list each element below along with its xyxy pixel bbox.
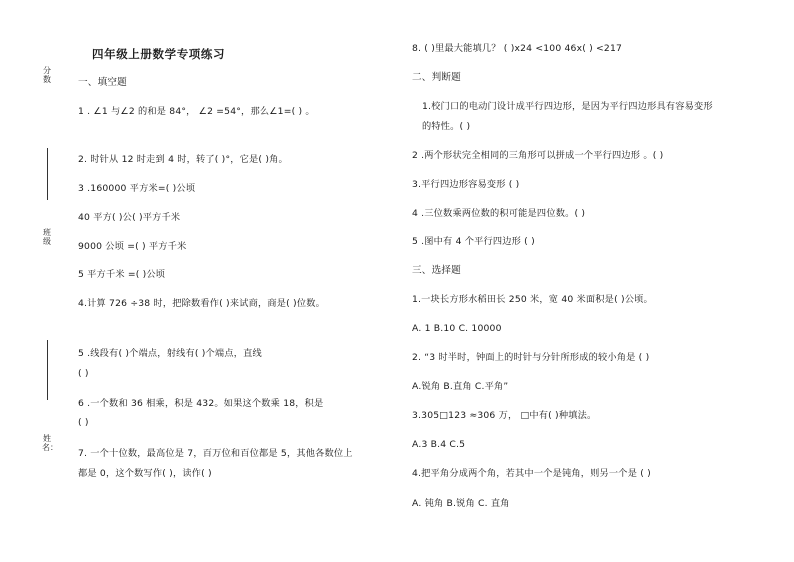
choice-3: 3.305□123 ≈306 万， □中有( )种填法。 <box>412 410 597 421</box>
choice-1: 1.一块长方形水稻田长 250 米，宽 40 米面积是( )公顷。 <box>412 294 653 305</box>
choice-2: 2. “3 时半时，钟面上的时针与分针所形成的较小角是 ( ) <box>412 352 650 363</box>
choice-3-options: A.3 B.4 C.5 <box>412 439 466 450</box>
choice-4-options: A. 钝角 B.锐角 C. 直角 <box>412 498 510 509</box>
question-6a: 6 .一个数和 36 相乘，积是 432。如果这个数乘 18，积是 <box>78 398 324 409</box>
judge-3: 3.平行四边形容易变形 ( ) <box>412 179 520 190</box>
name-label: 姓名： <box>42 434 58 452</box>
question-7a: 7. 一个十位数，最高位是 7，百万位和百位都是 5，其他各数位上 <box>78 448 353 459</box>
question-3d: 5 平方千米 =( )公顷 <box>78 269 166 280</box>
judge-5: 5 .图中有 4 个平行四边形 ( ) <box>412 236 535 247</box>
question-3c: 9000 公顷 =( ) 平方千米 <box>78 241 187 252</box>
choice-2-options: A.锐角 B.直角 C.平角” <box>412 381 509 392</box>
question-5a: 5 .线段有( )个端点，射线有( )个端点，直线 <box>78 348 262 359</box>
question-3b: 40 平方( )公( )平方千米 <box>78 212 181 223</box>
choice-4: 4.把平角分成两个角，若其中一个是钝角，则另一个是 ( ) <box>412 468 651 479</box>
question-8: 8. ( )里最大能填几？ ( )x24 <100 46x( ) <217 <box>412 43 623 54</box>
judge-1b: 的特性。( ) <box>422 121 471 132</box>
judge-2: 2 .两个形状完全相同的三角形可以拼成一个平行四边形 。( ) <box>412 150 664 161</box>
score-label: 分数 <box>43 66 51 84</box>
judge-1a: 1.校门口的电动门设计成平行四边形，是因为平行四边形具有容易变形 <box>422 101 713 112</box>
class-label: 班级 <box>43 228 51 246</box>
question-7b: 都是 0，这个数写作( )，读作( ) <box>78 468 212 479</box>
section-fill-blank-heading: 一、填空题 <box>78 77 127 88</box>
question-1: 1 . ∠1 与∠2 的和是 84°， ∠2 =54°，那么∠1=( ) 。 <box>78 106 315 117</box>
question-6b: ( ) <box>78 417 89 428</box>
page-title: 四年级上册数学专项练习 <box>92 47 226 61</box>
question-2: 2. 时针从 12 时走到 4 时，转了( )°，它是( )角。 <box>78 154 288 165</box>
question-3a: 3 .160000 平方米=( )公顷 <box>78 183 196 194</box>
section-choice-heading: 三、选择题 <box>412 265 461 276</box>
question-4: 4.计算 726 ÷38 时，把除数看作( )来试商，商是( )位数。 <box>78 298 326 309</box>
section-true-false-heading: 二、判断题 <box>412 72 461 83</box>
binding-line-top <box>47 148 48 200</box>
question-5b: ( ) <box>78 368 89 379</box>
choice-1-options: A. 1 B.10 C. 10000 <box>412 323 502 334</box>
binding-line-middle <box>47 340 48 400</box>
judge-4: 4 .三位数乘两位数的积可能是四位数。( ) <box>412 208 586 219</box>
